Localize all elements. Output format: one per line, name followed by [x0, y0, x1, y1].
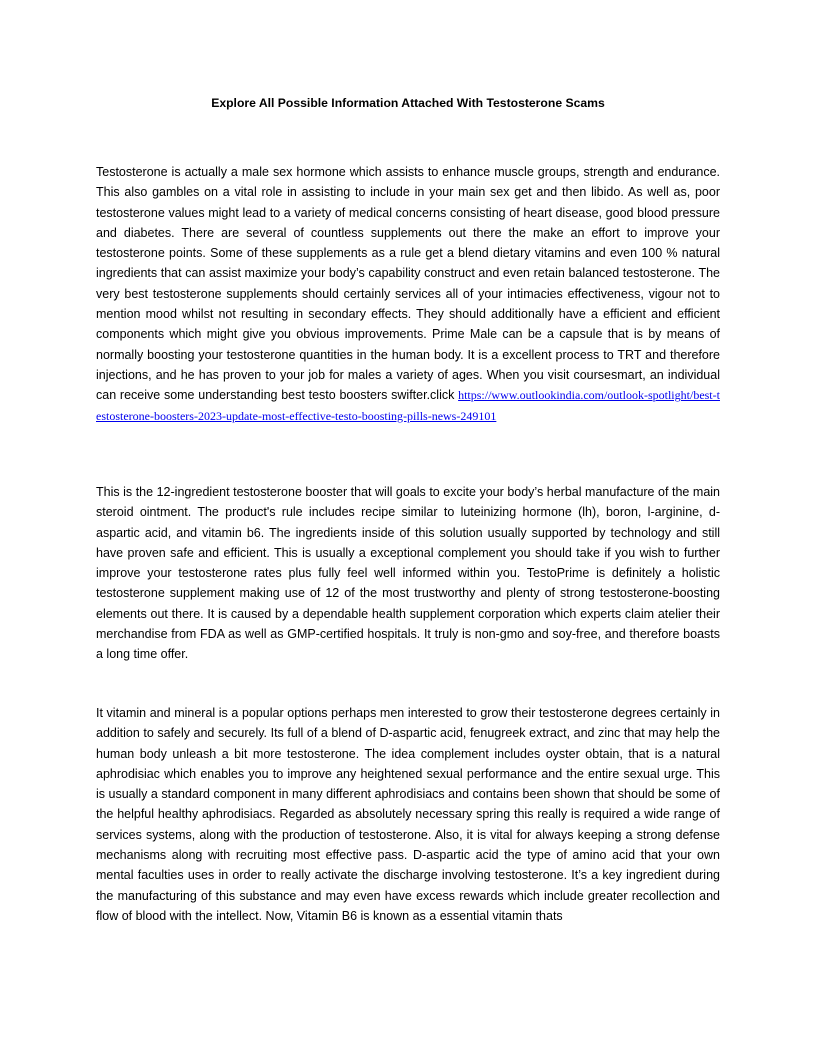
paragraph-1-text: Testosterone is actually a male sex hormone which assists to enhance muscle groups, strength and endurance. This also gambles on a vital role in assisting to include in your main sex get and then libido. As well as, poor testosterone values might lead to a variety of medical concerns consisting of heart disease, good blood pressure and diabetes. There are several of countless supplements out there the make an effort to improve your testosterone points. Some of these supplements as a rule get a blend dietary vitamins and even 100 % natural ingredients that can assist maximize your body’s capability construct and even retain balanced testosterone. The very best testosterone supplements should certainly services all of your intimacies effectiveness, vigour not to mention mood whilst not resulting in secondary effects. They should additionally have a efficient and efficient components which might give you obvious improvements. Prime Male can be a capsule that is by means of normally boosting your testosterone quantities in the human body. It is a excellent process to TRT and therefore injections, and he has proven to your job for males a variety of ages. When you visit coursesmart, an individual can receive some understanding best testo boosters swifter.click [96, 165, 720, 403]
paragraph-1 [96, 162, 720, 426]
paragraph-3: It vitamin and mineral is a popular options perhaps men interested to grow their testosterone degrees certainly in addition to safely and securely. Its full of a blend of D-aspartic acid, fenugreek extract, and zinc that may help the human body unleash a bit more testosterone. The idea complement includes oyster obtain, that is a natural aphrodisiac which enables you to improve any heightened sexual performance and the entire sexual urge. This is usually a standard component in many different aphrodisiacs and contains been shown that should be some of the helpful healthy aphrodisiacs. Regarded as absolutely necessary spring this really is required a wide range of services systems, along with the production of testosterone. Also, it is vital for always keeping a strong defense mechanisms along with recruiting most effective pass. D-aspartic acid the type of amino acid that your own mental faculties uses in order to really activate the discharge involving testosterone. It’s a key ingredient during the manufacturing of this substance and may even have excess rewards which include greater recollection and flow of blood with the intellect. Now, Vitamin B6 is known as a essential vitamin thats [96, 706, 720, 923]
outlookindia-link[interactable]: https://www.outlookindia.com/outlook-spotlight/best-testosterone-boosters-2023-update-most-effective-testo-boosting-pills-news-249101 [96, 388, 720, 423]
page-title: Explore All Possible Information Attached With Testosterone Scams [211, 96, 605, 110]
paragraph-2: This is the 12-ingredient testosterone booster that will goals to excite your body’s herbal manufacture of the main steroid ointment. The product's rule includes recipe similar to luteinizing hormone (lh), boron, l-arginine, d-aspartic acid, and vitamin b6. The ingredients inside of this solution usually supported by technology and still have proven safe and efficient. This is usually a exceptional complement you should take if you wish to further improve your testosterone rates plus fully feel well informed within you. TestoPrime is definitely a holistic testosterone supplement making use of 12 of the most trustworthy and plenty of strong testosterone-boosting elements out there. It is caused by a dependable health supplement corporation which experts claim atelier their merchandise from FDA as well as GMP-certified hospitals. It truly is non-gmo and soy-free, and therefore boasts a long time offer. [96, 485, 720, 662]
